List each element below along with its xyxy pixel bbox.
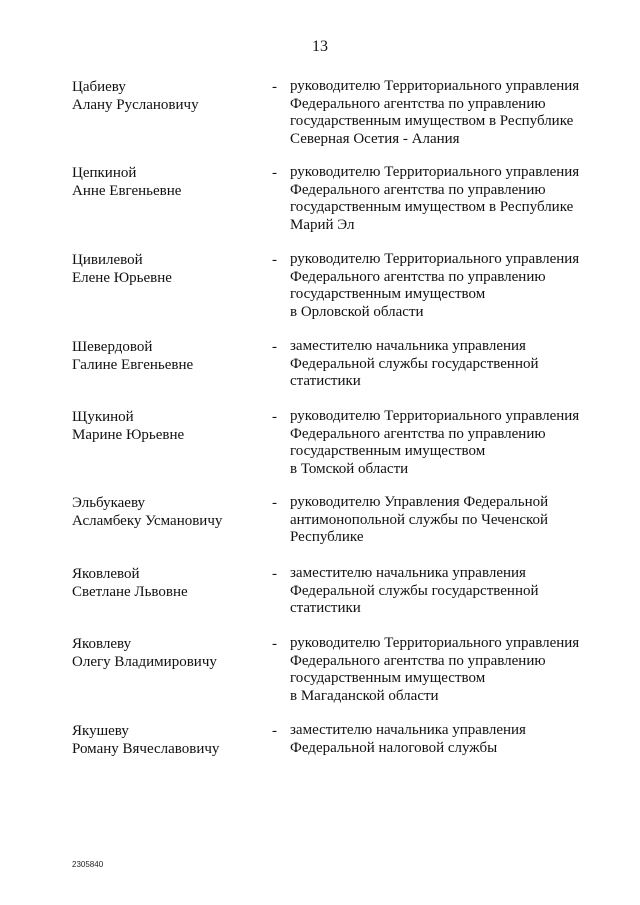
list-entry [0, 635, 640, 722]
given-names: Асламбеку Усмановичу [72, 513, 223, 529]
person-name [72, 565, 262, 601]
position-line: в Томской области [290, 460, 409, 477]
dash-separator: - [272, 566, 277, 582]
position-line: государственным имуществом в Республике [290, 199, 574, 215]
position-title [290, 78, 590, 148]
list-entry [0, 164, 640, 251]
position-line: руководителю Территориального управления [290, 251, 580, 267]
position-line: Федерального агентства по управлению [290, 95, 546, 112]
position-line: Федеральной службы государственной [290, 355, 539, 372]
position-line: антимонопольной службы по Чеченской [290, 511, 549, 528]
position-line: Северная Осетия - Алания [290, 130, 460, 147]
position-line: руководителю Территориального управления [290, 78, 580, 94]
list-entry [0, 78, 640, 164]
person-name [72, 408, 262, 444]
position-title [290, 565, 590, 618]
surname: Цивилевой [72, 252, 143, 268]
list-entry [0, 722, 640, 762]
list-entry [0, 494, 640, 565]
dash-separator: - [272, 339, 277, 355]
position-title [290, 164, 590, 234]
given-names: Светлане Львовне [72, 584, 188, 600]
page-number: 13 [312, 38, 328, 55]
position-line: Федерального агентства по управлению [290, 181, 546, 198]
position-line: Федерального агентства по управлению [290, 652, 546, 669]
surname: Щукиной [72, 409, 134, 425]
person-name [72, 722, 262, 758]
position-line: заместителю начальника управления [290, 338, 526, 354]
dash-separator: - [272, 165, 277, 181]
dash-separator: - [272, 252, 277, 268]
given-names: Олегу Владимировичу [72, 654, 217, 670]
dash-separator: - [272, 79, 277, 95]
person-name [72, 78, 262, 114]
position-title [290, 251, 590, 321]
position-title [290, 635, 590, 705]
given-names: Анне Евгеньевне [72, 183, 182, 199]
given-names: Галине Евгеньевне [72, 357, 194, 373]
list-entry [0, 565, 640, 635]
given-names: Алану Руслановичу [72, 97, 199, 113]
position-line: руководителю Территориального управления [290, 635, 580, 651]
person-name [72, 164, 262, 200]
given-names: Марине Юрьевне [72, 427, 185, 443]
position-line: в Орловской области [290, 303, 424, 320]
position-title [290, 338, 590, 391]
list-entry [0, 408, 640, 494]
position-line: руководителю Управления Федеральной [290, 494, 549, 510]
position-line: руководителю Территориального управления [290, 164, 580, 180]
dash-separator: - [272, 723, 277, 739]
position-line: Республике [290, 529, 364, 545]
position-line: государственным имуществом [290, 670, 486, 686]
position-title [290, 408, 590, 478]
person-name [72, 251, 262, 287]
document-code: 2305840 [72, 860, 104, 869]
person-name [72, 635, 262, 671]
position-line: государственным имуществом [290, 443, 486, 459]
dash-separator: - [272, 636, 277, 652]
position-line: Марий Эл [290, 216, 355, 233]
surname: Эльбукаеву [72, 495, 146, 511]
position-line: Федерального агентства по управлению [290, 425, 546, 442]
position-line: руководителю Территориального управления [290, 408, 580, 424]
position-line: государственным имуществом [290, 286, 486, 302]
surname: Цепкиной [72, 165, 137, 181]
position-line: статистики [290, 373, 361, 389]
position-line: в Магаданской области [290, 687, 439, 704]
appointment-list [0, 78, 640, 762]
position-line: государственным имуществом в Республике [290, 113, 574, 129]
list-entry [0, 251, 640, 338]
position-line: Федерального агентства по управлению [290, 268, 546, 285]
position-line: заместителю начальника управления [290, 565, 526, 581]
given-names: Роману Вячеславовичу [72, 741, 220, 757]
person-name [72, 338, 262, 374]
dash-separator: - [272, 409, 277, 425]
dash-separator: - [272, 495, 277, 511]
list-entry [0, 338, 640, 408]
surname: Яковлевой [72, 566, 140, 582]
surname: Яковлеву [72, 636, 132, 652]
position-line: статистики [290, 600, 361, 616]
position-line: Федеральной службы государственной [290, 582, 539, 599]
surname: Шевердовой [72, 339, 153, 355]
surname: Цабиеву [72, 79, 126, 95]
surname: Якушеву [72, 723, 129, 739]
given-names: Елене Юрьевне [72, 270, 172, 286]
position-title [290, 722, 590, 757]
position-line: Федеральной налоговой службы [290, 739, 498, 756]
position-line: заместителю начальника управления [290, 722, 526, 738]
position-title [290, 494, 590, 547]
person-name [72, 494, 262, 530]
